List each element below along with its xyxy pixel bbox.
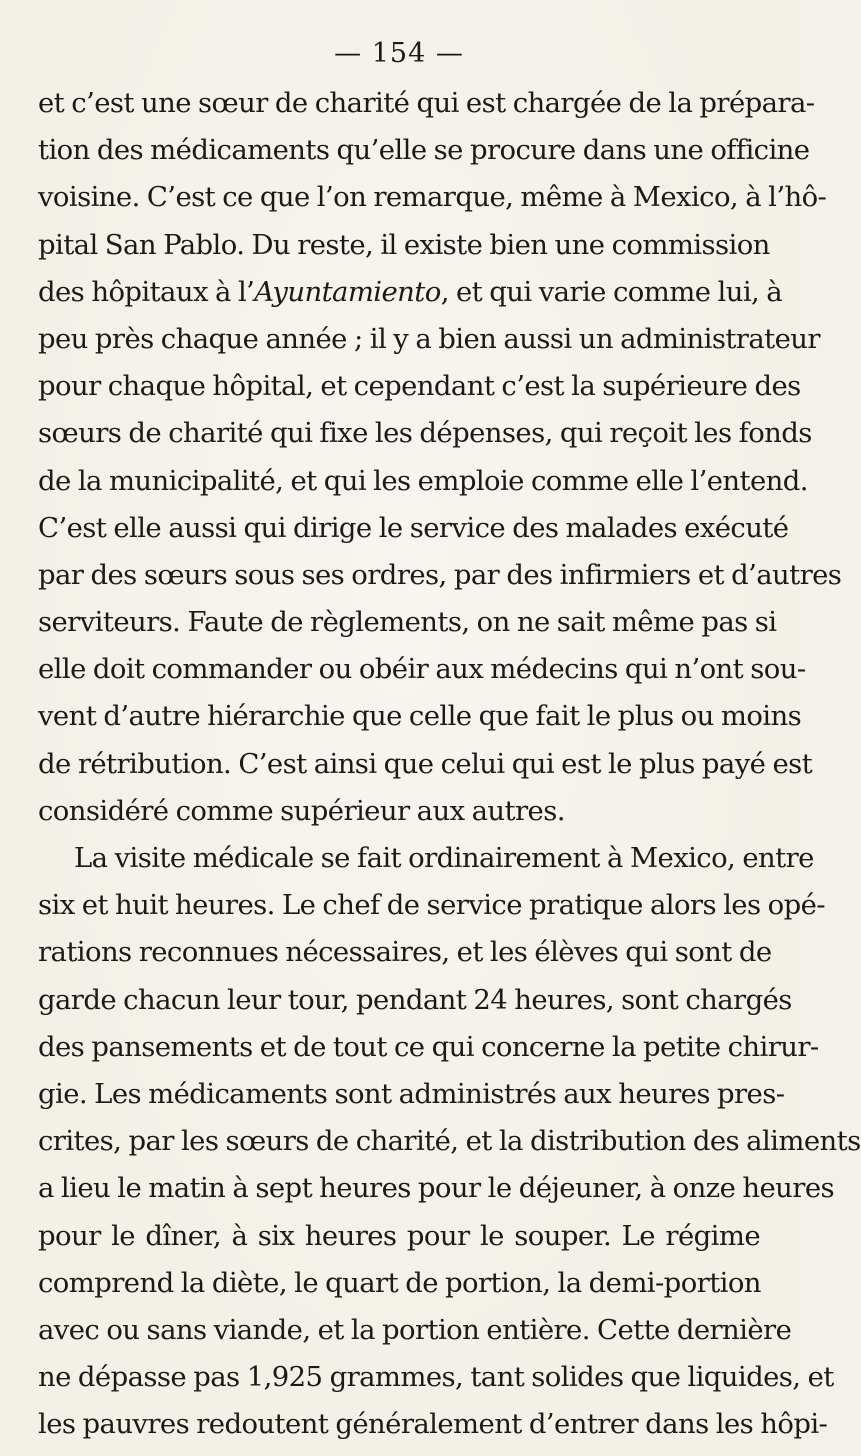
text-line: six et huit heures. Le chef de service pratique alors les opé- [38, 889, 825, 922]
text-line: pital San Pablo. Du reste, il existe bien une commission [38, 228, 770, 261]
text-segment: , et qui varie comme lui, à [440, 275, 783, 308]
text-line: et c’est une sœur de charité qui est chargée de la prépara- [38, 87, 815, 119]
text-line: tion des médicaments qu’elle se procure dans une officine [38, 134, 810, 167]
paragraph-1 [38, 80, 842, 835]
text-line: C’est elle aussi qui dirige le service des malades exécuté [38, 511, 789, 544]
text-segment: des hôpitaux à l’ [38, 275, 255, 308]
text-line: gie. Les médicaments sont administrés aux heures pres- [38, 1077, 785, 1110]
text-line: comprend la diète, le quart de portion, la demi-portion [38, 1266, 761, 1299]
text-line: vent d’autre hiérarchie que celle que fait le plus ou moins [38, 700, 802, 733]
text-line: elle doit commander ou obéir aux médecins qui n’ont sou- [38, 653, 806, 686]
italic-term: Ayuntamiento [254, 275, 441, 308]
text-line: pour chaque hôpital, et cependant c’est la supérieure des [38, 370, 801, 403]
text-line: de la municipalité, et qui les emploie comme elle l’entend. [38, 464, 808, 497]
text-line: ne dépasse pas 1,925 grammes, tant solides que liquides, et [38, 1361, 834, 1394]
text-line: des pansements et de tout ce qui concerne la petite chirur- [38, 1030, 819, 1063]
text-line: rations reconnues nécessaires, et les élèves qui sont de [38, 936, 772, 969]
page-number: — 154 — [334, 38, 464, 69]
text-line: sœurs de charité qui fixe les dépenses, qui reçoit les fonds [38, 417, 812, 450]
text-line: voisine. C’est ce que l’on remarque, même à Mexico, à l’hô- [38, 181, 827, 214]
text-line: considéré comme supérieur aux autres. [38, 794, 565, 827]
paragraph-2 [38, 835, 861, 1448]
text-line: peu près chaque année ; il y a bien aussi un administrateur [38, 322, 820, 355]
text-line: par des sœurs sous ses ordres, par des infirmiers et d’autres [38, 558, 842, 591]
text-line [38, 269, 783, 316]
text-line: crites, par les sœurs de charité, et la distribution des aliments [38, 1125, 861, 1158]
text-line: les pauvres redoutent généralement d’entrer dans les hôpi- [38, 1408, 828, 1441]
text-line: avec ou sans viande, et la portion entière. Cette dernière [38, 1313, 792, 1346]
text-line: pour le dîner, à six heures pour le souper. Le régime [38, 1219, 760, 1252]
text-line: a lieu le matin à sept heures pour le déjeuner, à onze heures [38, 1172, 835, 1205]
text-line: de rétribution. C’est ainsi que celui qui est le plus payé est [38, 747, 813, 780]
text-line: La visite médicale se fait ordinairement à Mexico, entre [74, 842, 814, 874]
text-line: serviteurs. Faute de règlements, on ne sait même pas si [38, 606, 777, 639]
body-text [38, 80, 861, 1448]
text-line: garde chacun leur tour, pendant 24 heures, sont chargés [38, 983, 792, 1016]
